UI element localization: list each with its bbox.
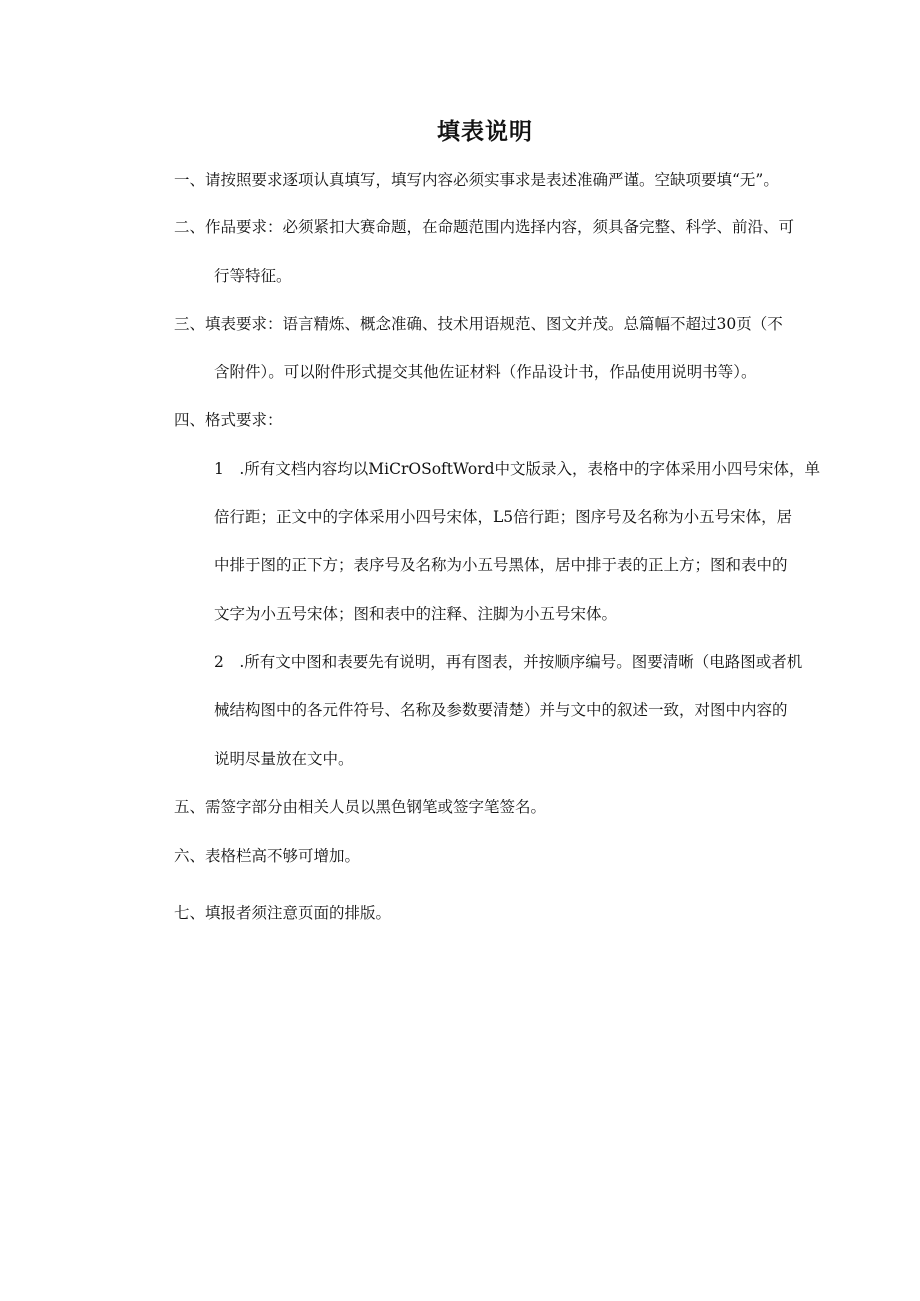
- subitem-1-line-3: 中排于图的正下方；表序号及名称为小五号黑体，居中排于表的正上方；图和表中的: [214, 556, 788, 574]
- subitem-2-line-2: 械结构图中的各元件符号、名称及参数要清楚）并与文中的叙述一致，对图中内容的: [214, 701, 788, 719]
- item-3-line-2: 含附件）。可以附件形式提交其他佐证材料（作品设计书，作品使用说明书等）。: [214, 363, 757, 381]
- page-title: 填表说明: [437, 119, 533, 145]
- item-1-line-1: 一、请按照要求逐项认真填写，填写内容必须实事求是表述准确严谨。空缺项要填“无”。: [174, 171, 779, 189]
- item-3-line-1: 三、填表要求：语言精炼、概念准确、技术用语规范、图文并茂。总篇幅不超过30页（不: [174, 315, 783, 333]
- subitem-2-line-1: 2 .所有文中图和表要先有说明，再有图表，并按顺序编号。图要清晰（电路图或者机: [214, 653, 803, 671]
- item-4-heading: 四、格式要求：: [174, 411, 283, 429]
- item-2-line-1: 二、作品要求：必须紧扣大赛命题，在命题范围内选择内容，须具备完整、科学、前沿、可: [174, 218, 795, 236]
- subitem-1-line-2: 倍行距；正文中的字体采用小四号宋体，L5倍行距；图序号及名称为小五号宋体，居: [214, 508, 793, 526]
- item-2-line-2: 行等特征。: [214, 267, 292, 285]
- subitem-1-line-1: 1 .所有文档内容均以MiCrOSoftWord中文版录入，表格中的字体采用小四号宋体，单: [214, 460, 821, 478]
- item-5-line-1: 五、需签字部分由相关人员以黑色钢笔或签字笔签名。: [174, 798, 547, 816]
- subitem-1-line-4: 文字为小五号宋体；图和表中的注释、注脚为小五号宋体。: [214, 605, 618, 623]
- item-7-line-1: 七、填报者须注意页面的排版。: [174, 904, 392, 922]
- item-6-line-1: 六、表格栏高不够可增加。: [174, 847, 361, 865]
- subitem-2-line-3: 说明尽量放在文中。: [214, 750, 354, 768]
